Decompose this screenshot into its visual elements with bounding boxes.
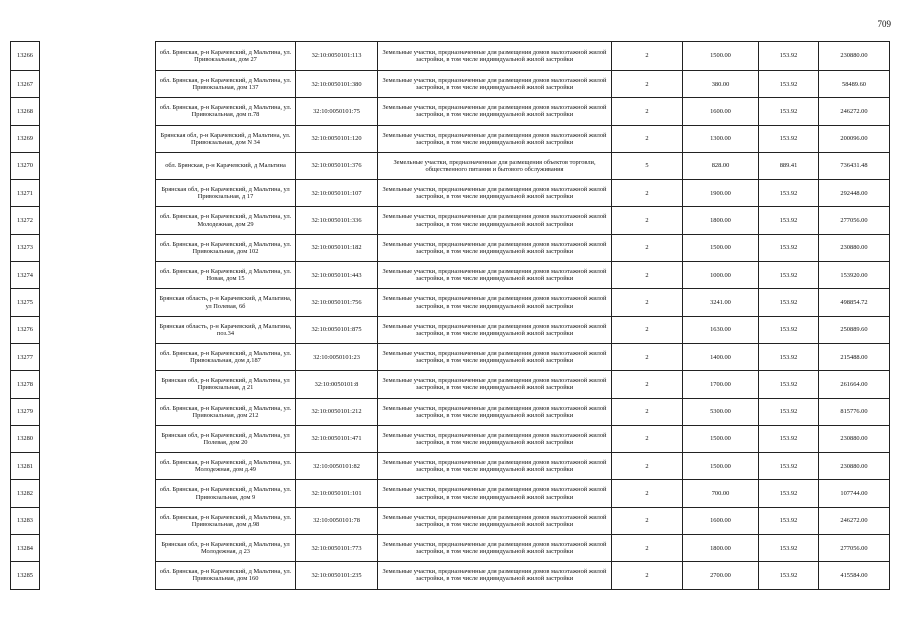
area-cell: 1500.00 <box>683 453 759 480</box>
area-cell: 1400.00 <box>683 343 759 370</box>
use-group-cell: 2 <box>612 98 683 125</box>
cadastral-value-cell: 215488.00 <box>819 343 890 370</box>
land-use-purpose-cell: Земельные участки, предназначенные для размещения домов малоэтажной жилой застройки, в том числе индивидуальной жилой застройки <box>378 562 612 589</box>
row-gap-cell <box>40 207 156 234</box>
land-use-purpose-cell: Земельные участки, предназначенные для размещения домов малоэтажной жилой застройки, в том числе индивидуальной жилой застройки <box>378 234 612 261</box>
unit-value-cell: 153.92 <box>759 480 819 507</box>
unit-value-cell: 153.92 <box>759 535 819 562</box>
row-gap-cell <box>40 343 156 370</box>
cadastral-number-cell: 32:10:0050101:82 <box>296 453 378 480</box>
unit-value-cell: 153.92 <box>759 371 819 398</box>
unit-value-cell: 153.92 <box>759 207 819 234</box>
area-cell: 1700.00 <box>683 371 759 398</box>
area-cell: 700.00 <box>683 480 759 507</box>
cadastral-number-cell: 32:10:0050101:875 <box>296 316 378 343</box>
address-cell: обл. Брянская, р-н Карачевский, д Мальтина, ул. Привокзальная, дом 212 <box>156 398 296 425</box>
area-cell: 1630.00 <box>683 316 759 343</box>
address-cell: Брянская область, р-н Карачевский, д Мальтина, поз.34 <box>156 316 296 343</box>
area-cell: 2700.00 <box>683 562 759 589</box>
row-id-cell: 13279 <box>11 398 40 425</box>
row-id-cell: 13284 <box>11 535 40 562</box>
cadastral-number-cell: 32:10:0050101:120 <box>296 125 378 152</box>
cadastral-number-cell: 32:10:0050101:235 <box>296 562 378 589</box>
table-row <box>11 71 890 98</box>
cadastral-value-cell: 277056.00 <box>819 207 890 234</box>
row-id-cell: 13276 <box>11 316 40 343</box>
row-gap-cell <box>40 480 156 507</box>
address-cell: обл. Брянская, р-н Карачевский, д Мальтина, ул. Привокзальная, дом 9 <box>156 480 296 507</box>
address-cell: обл. Брянская, р-н Карачевский, д Мальтина, ул. Молодежная, дом д.49 <box>156 453 296 480</box>
row-id-cell: 13270 <box>11 152 40 179</box>
table-row <box>11 42 890 71</box>
land-use-purpose-cell: Земельные участки, предназначенные для размещения домов малоэтажной жилой застройки, в том числе индивидуальной жилой застройки <box>378 453 612 480</box>
cadastral-value-cell: 230880.00 <box>819 42 890 71</box>
table-row <box>11 180 890 207</box>
row-id-cell: 13282 <box>11 480 40 507</box>
table-row <box>11 316 890 343</box>
cadastral-number-cell: 32:10:0050101:443 <box>296 262 378 289</box>
row-gap-cell <box>40 507 156 534</box>
address-cell: обл. Брянская, р-н Карачевский, д Мальтина, ул. Привокзальная, дом 160 <box>156 562 296 589</box>
use-group-cell: 2 <box>612 535 683 562</box>
table-row <box>11 152 890 179</box>
cadastral-number-cell: 32:10:0050101:773 <box>296 535 378 562</box>
address-cell: обл. Брянская, р-н Карачевский, д Мальтина, ул. Привокзальная, дом д.187 <box>156 343 296 370</box>
row-gap-cell <box>40 71 156 98</box>
row-id-cell: 13281 <box>11 453 40 480</box>
area-cell: 828.00 <box>683 152 759 179</box>
table-row <box>11 562 890 589</box>
row-gap-cell <box>40 42 156 71</box>
unit-value-cell: 153.92 <box>759 562 819 589</box>
unit-value-cell: 153.92 <box>759 453 819 480</box>
cadastral-number-cell: 32:10:0050101:336 <box>296 207 378 234</box>
unit-value-cell: 153.92 <box>759 507 819 534</box>
cadastral-value-cell: 230880.00 <box>819 425 890 452</box>
row-id-cell: 13278 <box>11 371 40 398</box>
unit-value-cell: 153.92 <box>759 316 819 343</box>
unit-value-cell: 153.92 <box>759 71 819 98</box>
row-gap-cell <box>40 180 156 207</box>
unit-value-cell: 153.92 <box>759 234 819 261</box>
use-group-cell: 2 <box>612 180 683 207</box>
row-gap-cell <box>40 453 156 480</box>
unit-value-cell: 153.92 <box>759 425 819 452</box>
land-use-purpose-cell: Земельные участки, предназначенные для размещения домов малоэтажной жилой застройки, в том числе индивидуальной жилой застройки <box>378 535 612 562</box>
address-cell: Брянская обл, р-н Карачевский, д Мальтина, ул Привокзальная, д 21 <box>156 371 296 398</box>
land-use-purpose-cell: Земельные участки, предназначенные для размещения домов малоэтажной жилой застройки, в том числе индивидуальной жилой застройки <box>378 425 612 452</box>
area-cell: 1000.00 <box>683 262 759 289</box>
use-group-cell: 2 <box>612 480 683 507</box>
table-row <box>11 289 890 316</box>
cadastral-value-cell: 277056.00 <box>819 535 890 562</box>
use-group-cell: 2 <box>612 125 683 152</box>
address-cell: обл. Брянская, р-н Карачевский, д Мальтина, ул. Молодежная, дом 29 <box>156 207 296 234</box>
unit-value-cell: 153.92 <box>759 98 819 125</box>
table-row <box>11 262 890 289</box>
land-use-purpose-cell: Земельные участки, предназначенные для размещения домов малоэтажной жилой застройки, в том числе индивидуальной жилой застройки <box>378 180 612 207</box>
row-gap-cell <box>40 152 156 179</box>
land-use-purpose-cell: Земельные участки, предназначенные для размещения домов малоэтажной жилой застройки, в том числе индивидуальной жилой застройки <box>378 42 612 71</box>
area-cell: 1500.00 <box>683 425 759 452</box>
land-use-purpose-cell: Земельные участки, предназначенные для размещения домов малоэтажной жилой застройки, в том числе индивидуальной жилой застройки <box>378 98 612 125</box>
row-gap-cell <box>40 316 156 343</box>
unit-value-cell: 889.41 <box>759 152 819 179</box>
table-row <box>11 207 890 234</box>
use-group-cell: 2 <box>612 507 683 534</box>
address-cell: Брянская обл, р-н Карачевский, д Мальтина, ул Молодежная, д 23 <box>156 535 296 562</box>
area-cell: 1500.00 <box>683 42 759 71</box>
cadastral-number-cell: 32:10:0050101:376 <box>296 152 378 179</box>
area-cell: 1800.00 <box>683 207 759 234</box>
use-group-cell: 2 <box>612 71 683 98</box>
use-group-cell: 2 <box>612 425 683 452</box>
table-row <box>11 343 890 370</box>
row-gap-cell <box>40 98 156 125</box>
row-id-cell: 13272 <box>11 207 40 234</box>
use-group-cell: 5 <box>612 152 683 179</box>
land-registry-table <box>10 41 890 590</box>
use-group-cell: 2 <box>612 42 683 71</box>
address-cell: Брянская обл, р-н Карачевский, д Мальтина, ул. Привокзальная, дом N 34 <box>156 125 296 152</box>
row-id-cell: 13285 <box>11 562 40 589</box>
table-row <box>11 535 890 562</box>
land-use-purpose-cell: Земельные участки, предназначенные для размещения домов малоэтажной жилой застройки, в том числе индивидуальной жилой застройки <box>378 371 612 398</box>
cadastral-number-cell: 32:10:0050101:75 <box>296 98 378 125</box>
table-row <box>11 425 890 452</box>
address-cell: обл. Брянская, р-н Карачевский, д Мальтина, ул. Привокзальная, дом 27 <box>156 42 296 71</box>
row-gap-cell <box>40 535 156 562</box>
table-row <box>11 398 890 425</box>
cadastral-value-cell: 415584.00 <box>819 562 890 589</box>
unit-value-cell: 153.92 <box>759 125 819 152</box>
cadastral-value-cell: 230880.00 <box>819 234 890 261</box>
address-cell: Брянская обл, р-н Карачевский, д Мальтина, ул Привокзальная, д 17 <box>156 180 296 207</box>
land-use-purpose-cell: Земельные участки, предназначенные для размещения домов малоэтажной жилой застройки, в том числе индивидуальной жилой застройки <box>378 262 612 289</box>
area-cell: 1600.00 <box>683 507 759 534</box>
row-gap-cell <box>40 562 156 589</box>
row-id-cell: 13275 <box>11 289 40 316</box>
row-id-cell: 13280 <box>11 425 40 452</box>
use-group-cell: 2 <box>612 371 683 398</box>
unit-value-cell: 153.92 <box>759 398 819 425</box>
use-group-cell: 2 <box>612 262 683 289</box>
use-group-cell: 2 <box>612 398 683 425</box>
area-cell: 1900.00 <box>683 180 759 207</box>
address-cell: Брянская обл, р-н Карачевский, д Мальтина, ул Полевая, дом 20 <box>156 425 296 452</box>
area-cell: 380.00 <box>683 71 759 98</box>
cadastral-number-cell: 32:10:0050101:8 <box>296 371 378 398</box>
address-cell: обл. Брянская, р-н Карачевский, д Мальтина, ул. Привокзальная, дом 102 <box>156 234 296 261</box>
land-use-purpose-cell: Земельные участки, предназначенные для размещения домов малоэтажной жилой застройки, в том числе индивидуальной жилой застройки <box>378 343 612 370</box>
use-group-cell: 2 <box>612 289 683 316</box>
row-gap-cell <box>40 262 156 289</box>
unit-value-cell: 153.92 <box>759 343 819 370</box>
cadastral-value-cell: 246272.00 <box>819 507 890 534</box>
row-gap-cell <box>40 398 156 425</box>
table-row <box>11 507 890 534</box>
use-group-cell: 2 <box>612 562 683 589</box>
row-id-cell: 13268 <box>11 98 40 125</box>
cadastral-value-cell: 250889.60 <box>819 316 890 343</box>
row-id-cell: 13266 <box>11 42 40 71</box>
row-gap-cell <box>40 125 156 152</box>
cadastral-number-cell: 32:10:0050101:101 <box>296 480 378 507</box>
use-group-cell: 2 <box>612 207 683 234</box>
unit-value-cell: 153.92 <box>759 180 819 207</box>
row-gap-cell <box>40 425 156 452</box>
cadastral-value-cell: 815776.00 <box>819 398 890 425</box>
address-cell: Брянская область, р-н Карачевский, д Мальтина, ул Полевая, 6б <box>156 289 296 316</box>
cadastral-number-cell: 32:10:0050101:380 <box>296 71 378 98</box>
address-cell: обл. Брянская, р-н Карачевский, д Мальтина, ул. Новая, дом 15 <box>156 262 296 289</box>
table-row <box>11 234 890 261</box>
cadastral-value-cell: 246272.00 <box>819 98 890 125</box>
row-gap-cell <box>40 289 156 316</box>
area-cell: 1500.00 <box>683 234 759 261</box>
table-row <box>11 453 890 480</box>
area-cell: 1800.00 <box>683 535 759 562</box>
cadastral-number-cell: 32:10:0050101:113 <box>296 42 378 71</box>
table-row <box>11 480 890 507</box>
land-use-purpose-cell: Земельные участки, предназначенные для размещения домов малоэтажной жилой застройки, в том числе индивидуальной жилой застройки <box>378 480 612 507</box>
use-group-cell: 2 <box>612 343 683 370</box>
cadastral-number-cell: 32:10:0050101:756 <box>296 289 378 316</box>
cadastral-value-cell: 230880.00 <box>819 453 890 480</box>
cadastral-value-cell: 292448.00 <box>819 180 890 207</box>
cadastral-value-cell: 498854.72 <box>819 289 890 316</box>
unit-value-cell: 153.92 <box>759 42 819 71</box>
table-row <box>11 371 890 398</box>
cadastral-value-cell: 107744.00 <box>819 480 890 507</box>
cadastral-number-cell: 32:10:0050101:212 <box>296 398 378 425</box>
cadastral-number-cell: 32:10:0050101:182 <box>296 234 378 261</box>
use-group-cell: 2 <box>612 316 683 343</box>
area-cell: 1600.00 <box>683 98 759 125</box>
cadastral-value-cell: 736431.48 <box>819 152 890 179</box>
unit-value-cell: 153.92 <box>759 289 819 316</box>
cadastral-number-cell: 32:10:0050101:471 <box>296 425 378 452</box>
land-use-purpose-cell: Земельные участки, предназначенные для размещения объектов торговли, общественного питания и бытового обслуживания <box>378 152 612 179</box>
row-id-cell: 13269 <box>11 125 40 152</box>
land-use-purpose-cell: Земельные участки, предназначенные для размещения домов малоэтажной жилой застройки, в том числе индивидуальной жилой застройки <box>378 289 612 316</box>
row-id-cell: 13267 <box>11 71 40 98</box>
row-id-cell: 13277 <box>11 343 40 370</box>
land-use-purpose-cell: Земельные участки, предназначенные для размещения домов малоэтажной жилой застройки, в том числе индивидуальной жилой застройки <box>378 207 612 234</box>
cadastral-value-cell: 200096.00 <box>819 125 890 152</box>
table-row <box>11 98 890 125</box>
use-group-cell: 2 <box>612 234 683 261</box>
area-cell: 1300.00 <box>683 125 759 152</box>
row-id-cell: 13274 <box>11 262 40 289</box>
area-cell: 5300.00 <box>683 398 759 425</box>
address-cell: обл. Брянская, р-н Карачевский, д Мальтина <box>156 152 296 179</box>
land-use-purpose-cell: Земельные участки, предназначенные для размещения домов малоэтажной жилой застройки, в том числе индивидуальной жилой застройки <box>378 71 612 98</box>
land-use-purpose-cell: Земельные участки, предназначенные для размещения домов малоэтажной жилой застройки, в том числе индивидуальной жилой застройки <box>378 398 612 425</box>
row-id-cell: 13273 <box>11 234 40 261</box>
row-id-cell: 13283 <box>11 507 40 534</box>
address-cell: обл. Брянская, р-н Карачевский, д Мальтина, ул. Привокзальная, дом д.98 <box>156 507 296 534</box>
cadastral-number-cell: 32:10:0050101:23 <box>296 343 378 370</box>
cadastral-number-cell: 32:10:0050101:107 <box>296 180 378 207</box>
cadastral-number-cell: 32:10:0050101:78 <box>296 507 378 534</box>
cadastral-value-cell: 153920.00 <box>819 262 890 289</box>
use-group-cell: 2 <box>612 453 683 480</box>
cadastral-value-cell: 261664.00 <box>819 371 890 398</box>
row-gap-cell <box>40 234 156 261</box>
address-cell: обл. Брянская, р-н Карачевский, д Мальтина, ул. Привокзальная, дом 137 <box>156 71 296 98</box>
address-cell: обл. Брянская, р-н Карачевский, д Мальтина, ул. Привокзальная, дом п.78 <box>156 98 296 125</box>
unit-value-cell: 153.92 <box>759 262 819 289</box>
row-id-cell: 13271 <box>11 180 40 207</box>
cadastral-value-cell: 58489.60 <box>819 71 890 98</box>
table-row <box>11 125 890 152</box>
land-use-purpose-cell: Земельные участки, предназначенные для размещения домов малоэтажной жилой застройки, в том числе индивидуальной жилой застройки <box>378 316 612 343</box>
land-use-purpose-cell: Земельные участки, предназначенные для размещения домов малоэтажной жилой застройки, в том числе индивидуальной жилой застройки <box>378 507 612 534</box>
land-use-purpose-cell: Земельные участки, предназначенные для размещения домов малоэтажной жилой застройки, в том числе индивидуальной жилой застройки <box>378 125 612 152</box>
area-cell: 3241.00 <box>683 289 759 316</box>
page-number: 709 <box>877 19 891 29</box>
row-gap-cell <box>40 371 156 398</box>
